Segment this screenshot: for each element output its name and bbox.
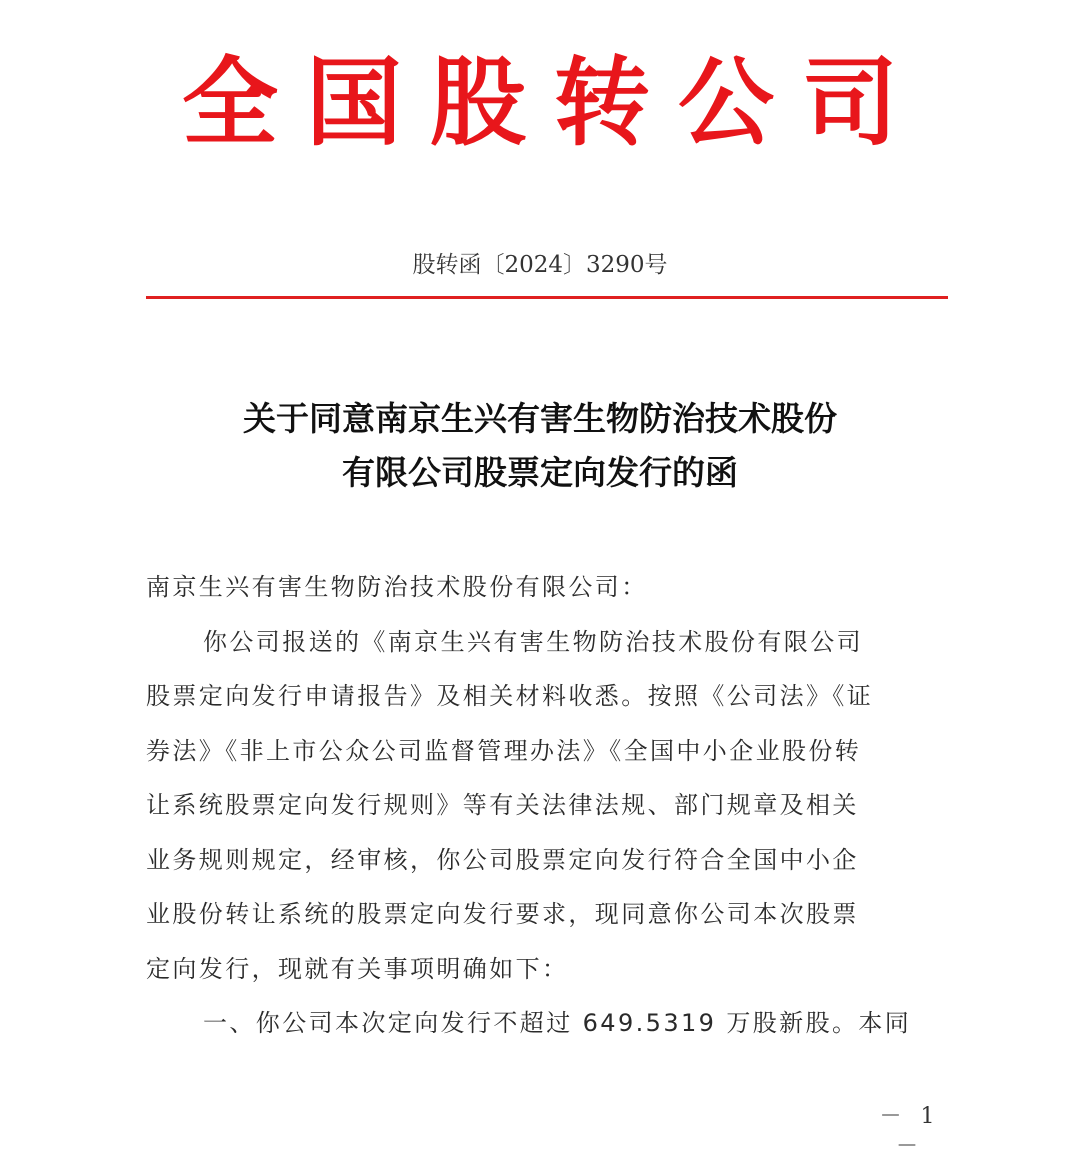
salutation: 南京生兴有害生物防治技术股份有限公司： — [146, 573, 648, 601]
letter-body — [146, 560, 946, 1051]
body-line: 券法》《非上市公众公司监督管理办法》《全国中小企业股份转 — [146, 736, 862, 765]
red-divider-rule — [146, 296, 948, 299]
body-line-item-1: 一、你公司本次定向发行不超过 649.5319 万股新股。本同 — [203, 1009, 912, 1037]
body-line: 你公司报送的《南京生兴有害生物防治技术股份有限公司 — [203, 627, 863, 656]
body-line: 股票定向发行申请报告》及相关材料收悉。按照《公司法》《证 — [146, 682, 874, 710]
body-line: 定向发行，现就有关事项明确如下： — [146, 954, 569, 983]
body-line: 业股份转让系统的股票定向发行要求，现同意你公司本次股票 — [146, 900, 859, 928]
document-number: 股转函〔2024〕3290号 — [412, 252, 668, 278]
title-line-2: 有限公司股票定向发行的函 — [342, 453, 738, 492]
body-line: 业务规则规定，经审核，你公司股票定向发行符合全国中小企 — [146, 845, 859, 874]
issuer-masthead: 全国股转公司 — [182, 46, 926, 159]
title-line-1: 关于同意南京生兴有害生物防治技术股份 — [243, 399, 837, 438]
page-number: － 1 － — [879, 1104, 941, 1159]
body-line: 让系统股票定向发行规则》等有关法律法规、部门规章及相关 — [146, 791, 859, 819]
document-title — [120, 392, 960, 500]
